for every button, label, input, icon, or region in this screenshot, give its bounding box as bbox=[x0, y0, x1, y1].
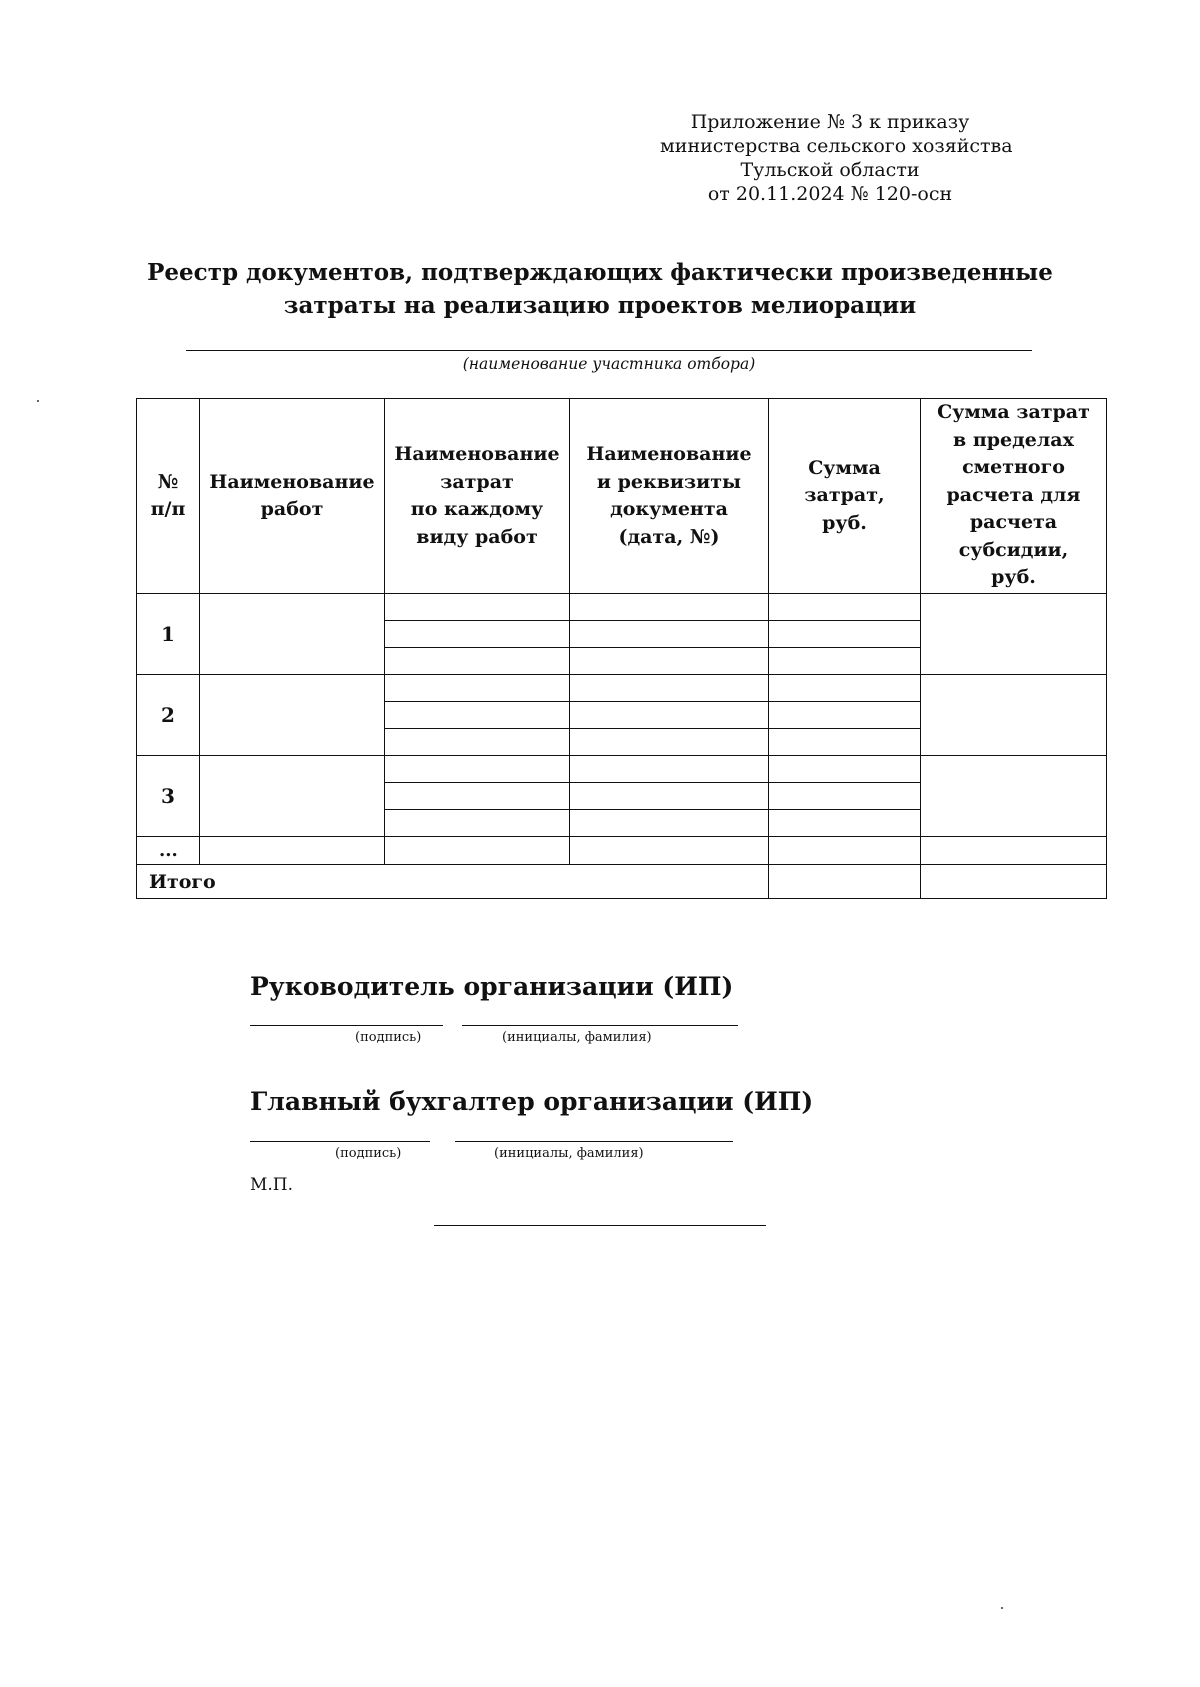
scan-speck bbox=[1001, 1607, 1003, 1609]
cost-sum-cell[interactable] bbox=[769, 783, 921, 810]
row-number: 3 bbox=[137, 756, 200, 837]
cost-sum-cell[interactable] bbox=[769, 756, 921, 783]
cost-name-cell[interactable] bbox=[385, 675, 570, 702]
document-cell[interactable] bbox=[570, 837, 769, 865]
document-title-line-2: затраты на реализацию проектов мелиорации bbox=[283, 292, 917, 319]
cost-sum-cell[interactable] bbox=[769, 810, 921, 837]
row-number-ellipsis: ... bbox=[137, 837, 200, 865]
table-row bbox=[137, 675, 1107, 702]
accountant-signature-title: Главный бухгалтер организации (ИП) bbox=[250, 1087, 814, 1116]
row-number: 2 bbox=[137, 675, 200, 756]
document-cell[interactable] bbox=[570, 594, 769, 621]
document-title-line-1: Реестр документов, подтверждающих фактически произведенные bbox=[147, 259, 1053, 286]
table-row bbox=[137, 756, 1107, 783]
accountant-signature-line[interactable] bbox=[250, 1141, 430, 1142]
participant-caption: (наименование участника отбора) bbox=[462, 355, 756, 373]
cost-sum-cell[interactable] bbox=[769, 594, 921, 621]
subsidy-sum-cell[interactable] bbox=[921, 594, 1107, 675]
document-cell[interactable] bbox=[570, 756, 769, 783]
cost-name-cell[interactable] bbox=[385, 621, 570, 648]
document-cell[interactable] bbox=[570, 675, 769, 702]
appendix-line-3: Тульской области bbox=[740, 159, 920, 181]
head-signature-line[interactable] bbox=[250, 1025, 443, 1026]
total-cost-sum-cell[interactable] bbox=[769, 865, 921, 899]
cost-name-cell[interactable] bbox=[385, 756, 570, 783]
document-end-line bbox=[434, 1225, 766, 1226]
table-row bbox=[137, 594, 1107, 621]
appendix-line-4: от 20.11.2024 № 120-осн bbox=[707, 183, 953, 205]
appendix-line-1: Приложение № 3 к приказу bbox=[690, 111, 970, 133]
scan-speck bbox=[37, 400, 39, 402]
cost-name-cell[interactable] bbox=[385, 702, 570, 729]
head-signature-title: Руководитель организации (ИП) bbox=[250, 972, 734, 1001]
header-subsidy-sum: Сумма затрат в пределах сметного расчета для расчета субсидии, руб. bbox=[921, 399, 1107, 594]
cost-sum-cell[interactable] bbox=[769, 702, 921, 729]
stamp-placeholder: М.П. bbox=[250, 1175, 294, 1195]
cost-sum-cell[interactable] bbox=[769, 729, 921, 756]
header-document-details: Наименование и реквизиты документа (дата, №) bbox=[570, 399, 769, 594]
subsidy-sum-cell[interactable] bbox=[921, 675, 1107, 756]
total-label: Итого bbox=[137, 865, 769, 899]
cost-name-cell[interactable] bbox=[385, 783, 570, 810]
document-title bbox=[130, 256, 1070, 322]
accountant-name-line[interactable] bbox=[455, 1141, 733, 1142]
subsidy-sum-cell[interactable] bbox=[921, 756, 1107, 837]
work-name-cell[interactable] bbox=[200, 594, 385, 675]
header-cost-name: Наименование затрат по каждому виду работ bbox=[385, 399, 570, 594]
header-number: № п/п bbox=[137, 399, 200, 594]
table-header-row bbox=[137, 399, 1107, 594]
cost-name-cell[interactable] bbox=[385, 594, 570, 621]
total-subsidy-sum-cell[interactable] bbox=[921, 865, 1107, 899]
head-name-caption: (инициалы, фамилия) bbox=[502, 1030, 652, 1045]
document-cell[interactable] bbox=[570, 810, 769, 837]
cost-name-cell[interactable] bbox=[385, 810, 570, 837]
work-name-cell[interactable] bbox=[200, 756, 385, 837]
cost-sum-cell[interactable] bbox=[769, 675, 921, 702]
row-number: 1 bbox=[137, 594, 200, 675]
accountant-name-caption: (инициалы, фамилия) bbox=[494, 1146, 644, 1161]
accountant-signature-caption: (подпись) bbox=[335, 1146, 402, 1161]
cost-name-cell[interactable] bbox=[385, 648, 570, 675]
cost-sum-cell[interactable] bbox=[769, 621, 921, 648]
subsidy-sum-cell[interactable] bbox=[921, 837, 1107, 865]
participant-name-line bbox=[186, 350, 1032, 351]
document-cell[interactable] bbox=[570, 621, 769, 648]
table-total-row bbox=[137, 865, 1107, 899]
document-cell[interactable] bbox=[570, 648, 769, 675]
register-table bbox=[136, 398, 1107, 899]
head-name-line[interactable] bbox=[462, 1025, 738, 1026]
work-name-cell[interactable] bbox=[200, 837, 385, 865]
cost-name-cell[interactable] bbox=[385, 837, 570, 865]
table-row-ellipsis bbox=[137, 837, 1107, 865]
work-name-cell[interactable] bbox=[200, 675, 385, 756]
cost-name-cell[interactable] bbox=[385, 729, 570, 756]
appendix-line-2: министерства сельского хозяйства bbox=[660, 135, 1013, 157]
header-cost-sum: Сумма затрат, руб. bbox=[769, 399, 921, 594]
header-work-name: Наименование работ bbox=[200, 399, 385, 594]
head-signature-caption: (подпись) bbox=[355, 1030, 422, 1045]
document-cell[interactable] bbox=[570, 729, 769, 756]
document-cell[interactable] bbox=[570, 702, 769, 729]
cost-sum-cell[interactable] bbox=[769, 837, 921, 865]
document-cell[interactable] bbox=[570, 783, 769, 810]
appendix-header bbox=[660, 110, 1013, 206]
cost-sum-cell[interactable] bbox=[769, 648, 921, 675]
